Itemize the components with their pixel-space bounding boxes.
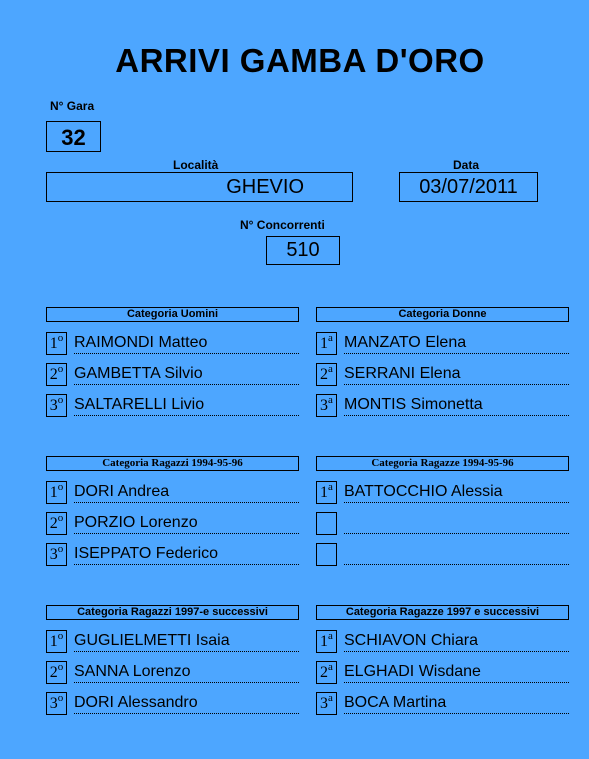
result-row xyxy=(46,630,299,653)
position-box: 1$^o$ xyxy=(46,332,67,355)
athlete-name: RAIMONDI Matteo xyxy=(74,332,299,354)
position-box: 1$^a$ xyxy=(316,332,337,355)
result-row xyxy=(316,512,569,535)
position-box: 2$^a$ xyxy=(316,661,337,684)
position-box: 2$^a$ xyxy=(316,363,337,386)
athlete-name: GUGLIELMETTI Isaia xyxy=(74,630,299,652)
category-title: Categoria Donne xyxy=(316,307,569,322)
result-row xyxy=(316,394,569,417)
athlete-name: GAMBETTA Silvio xyxy=(74,363,299,385)
result-row xyxy=(46,394,299,417)
gara-label: N° Gara xyxy=(50,99,95,113)
category-block xyxy=(46,307,299,414)
category-title: Categoria Ragazze 1997 e successivi xyxy=(316,605,569,620)
athlete-name: ISEPPATO Federico xyxy=(74,543,299,565)
result-row xyxy=(46,332,299,355)
page-title: ARRIVI GAMBA D'ORO xyxy=(115,42,485,79)
localita-label: Località xyxy=(173,158,219,172)
athlete-name: DORI Alessandro xyxy=(74,692,299,714)
athlete-name: SALTARELLI Livio xyxy=(74,394,299,416)
localita-field: GHEVIO xyxy=(46,172,353,202)
position-box: 3$^o$ xyxy=(46,543,67,566)
athlete-name: SERRANI Elena xyxy=(344,363,569,385)
result-row xyxy=(316,630,569,653)
result-row xyxy=(46,512,299,535)
position-box xyxy=(316,543,337,566)
athlete-name: BATTOCCHIO Alessia xyxy=(344,481,569,503)
athlete-name: ELGHADI Wisdane xyxy=(344,661,569,683)
category-title: Categoria Uomini xyxy=(46,307,299,322)
category-block xyxy=(46,456,299,563)
category-block xyxy=(316,605,569,712)
position-box: 3$^o$ xyxy=(46,394,67,417)
category-title: Categoria Ragazzi 1997-e successivi xyxy=(46,605,299,620)
result-row xyxy=(316,543,569,566)
result-row xyxy=(46,543,299,566)
position-box: 1$^a$ xyxy=(316,630,337,653)
athlete-name xyxy=(344,543,569,565)
athlete-name: SCHIAVON Chiara xyxy=(344,630,569,652)
category-title: Categoria Ragazze 1994-95-96 xyxy=(316,456,569,471)
athlete-name: BOCA Martina xyxy=(344,692,569,714)
position-box: 3$^a$ xyxy=(316,692,337,715)
position-box: 1$^a$ xyxy=(316,481,337,504)
data-field: 03/07/2011 xyxy=(399,172,538,202)
athlete-name: DORI Andrea xyxy=(74,481,299,503)
gara-number-field: 32 xyxy=(46,121,101,152)
data-label: Data xyxy=(453,158,480,172)
athlete-name: MANZATO Elena xyxy=(344,332,569,354)
result-row xyxy=(46,661,299,684)
result-row xyxy=(316,332,569,355)
athlete-name xyxy=(344,512,569,534)
position-box xyxy=(316,512,337,535)
athlete-name: SANNA Lorenzo xyxy=(74,661,299,683)
category-block xyxy=(316,307,569,414)
position-box: 3$^o$ xyxy=(46,692,67,715)
concorrenti-field: 510 xyxy=(266,236,340,265)
result-row xyxy=(46,692,299,715)
position-box: 2$^o$ xyxy=(46,512,67,535)
result-row xyxy=(46,363,299,386)
athlete-name: PORZIO Lorenzo xyxy=(74,512,299,534)
result-row xyxy=(46,481,299,504)
category-block xyxy=(316,456,569,501)
position-box: 1$^o$ xyxy=(46,481,67,504)
position-box: 1$^o$ xyxy=(46,630,67,653)
position-box: 2$^o$ xyxy=(46,661,67,684)
position-box: 3$^a$ xyxy=(316,394,337,417)
result-row xyxy=(316,363,569,386)
result-row xyxy=(316,692,569,715)
position-box: 2$^o$ xyxy=(46,363,67,386)
result-row xyxy=(316,481,569,504)
concorrenti-label: N° Concorrenti xyxy=(240,218,325,232)
result-row xyxy=(316,661,569,684)
category-block xyxy=(46,605,299,712)
athlete-name: MONTIS Simonetta xyxy=(344,394,569,416)
category-title: Categoria Ragazzi 1994-95-96 xyxy=(46,456,299,471)
